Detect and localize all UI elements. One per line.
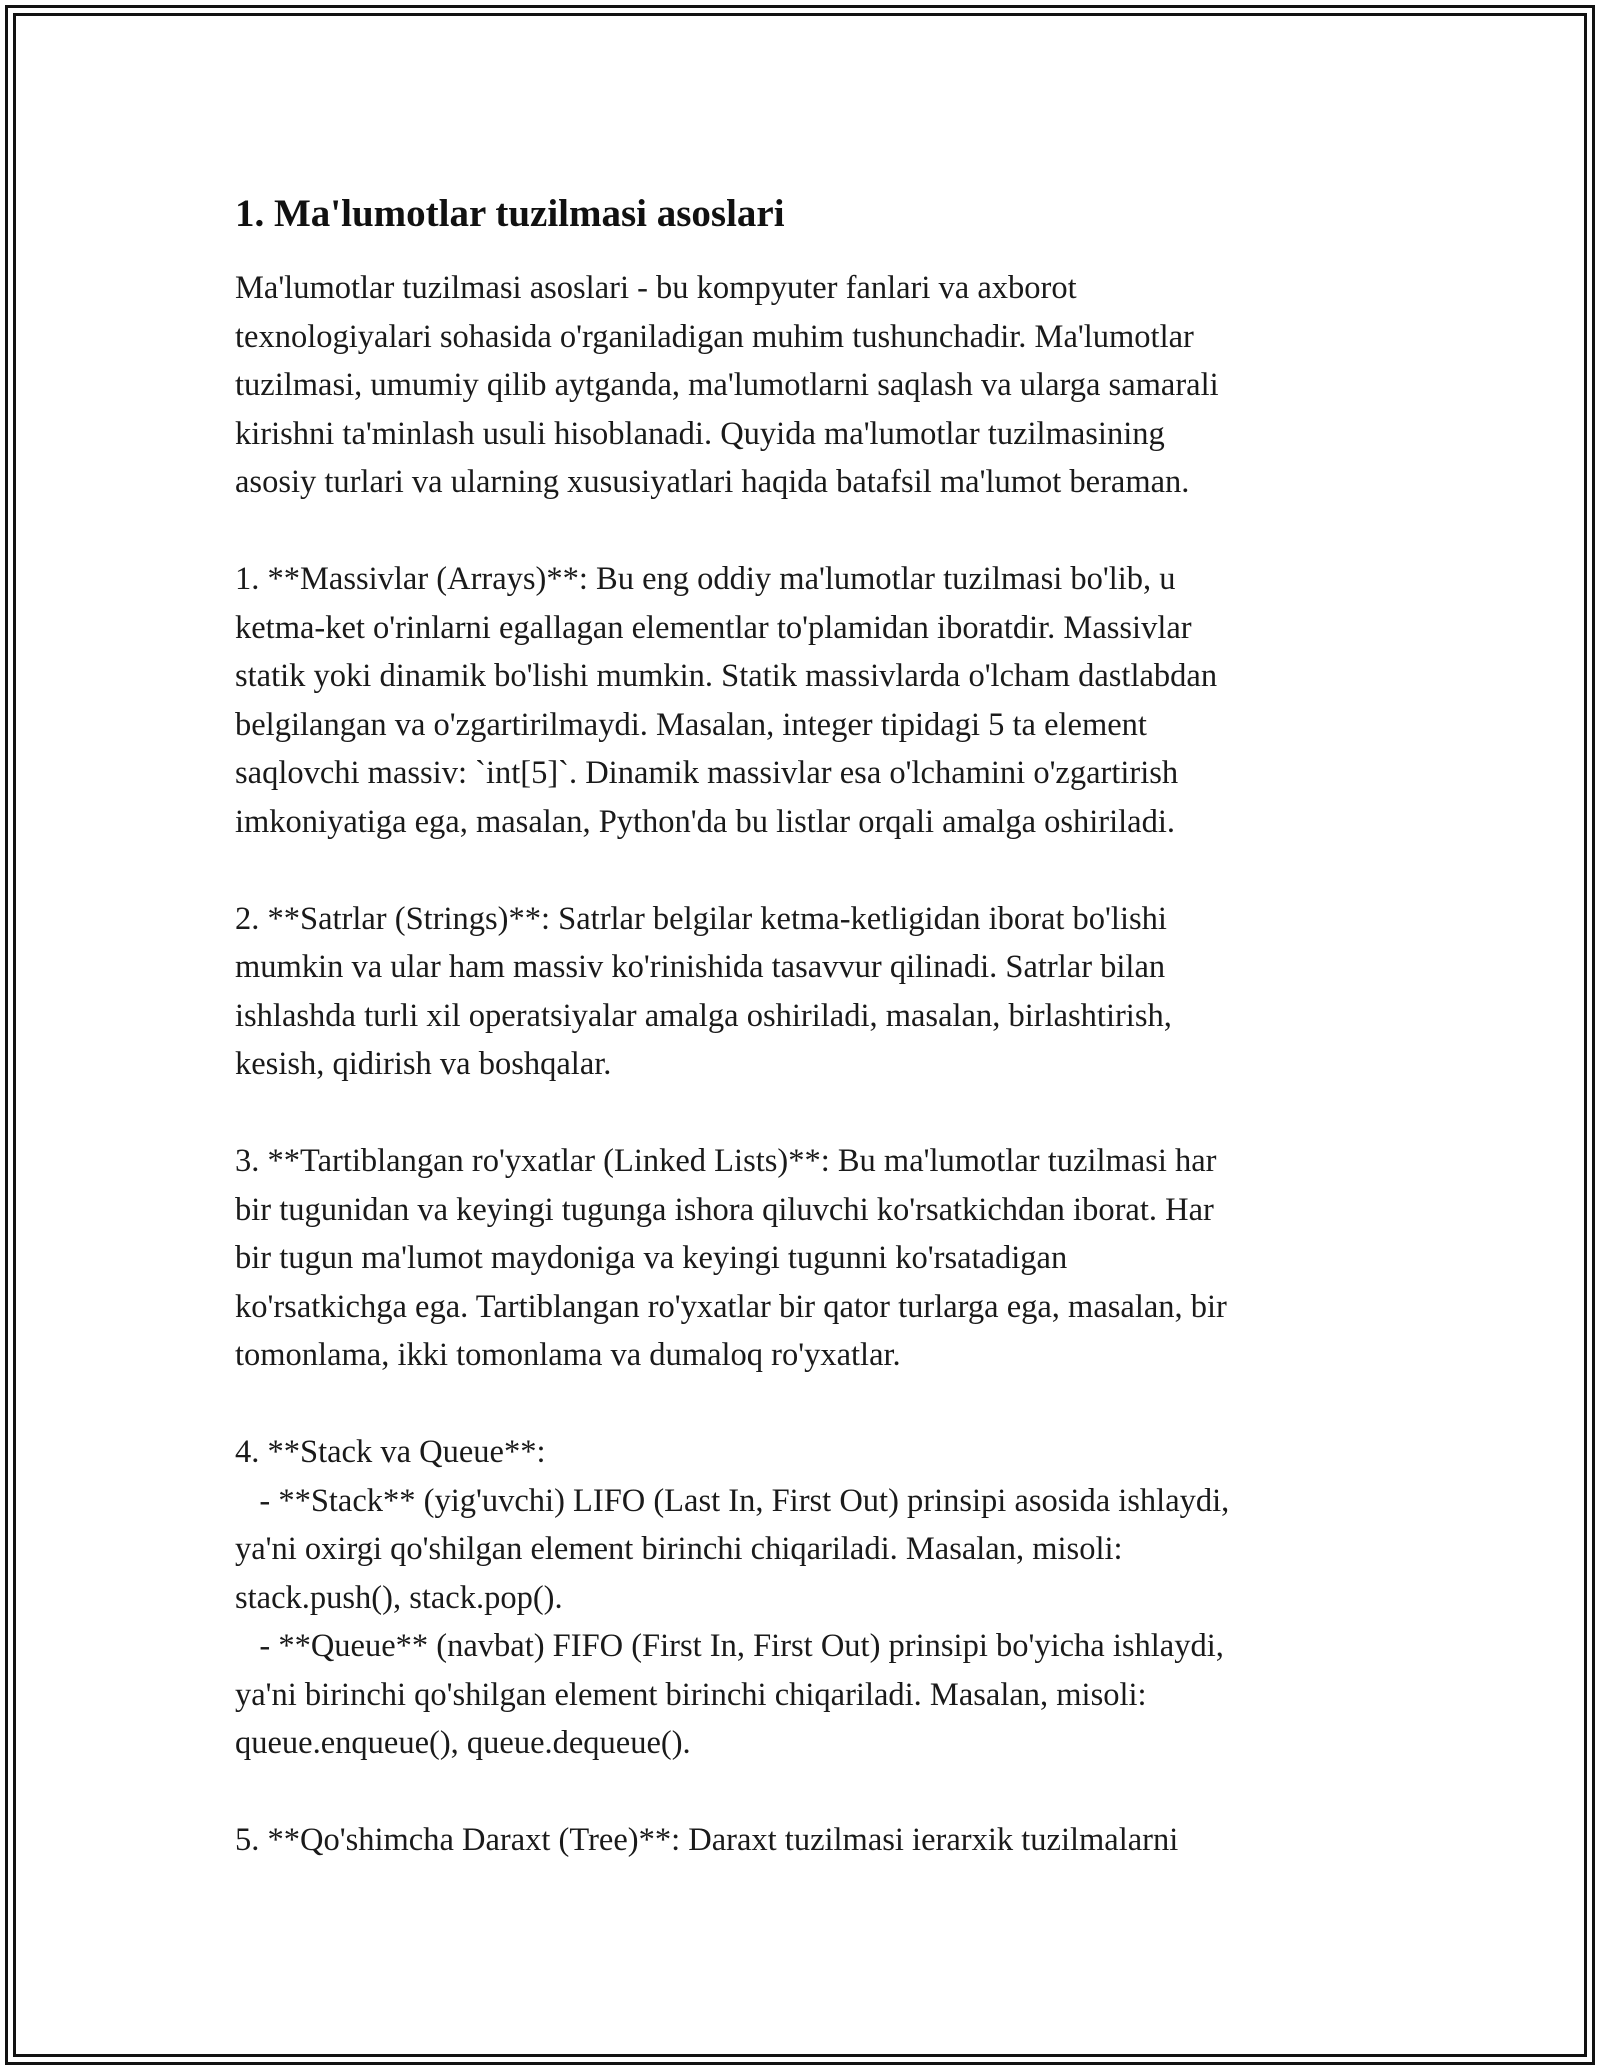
text-line: kirishni ta'minlash usuli hisoblanadi. Quyida ma'lumotlar tuzilmasining [235,415,1165,452]
text-line: stack.push(), stack.pop(). [235,1579,563,1616]
text-line: 3. **Tartiblangan ro'yxatlar (Linked Lists)**: Bu ma'lumotlar tuzilmasi har [235,1143,1217,1179]
text-line: - **Stack** (yig'uvchi) LIFO (Last In, First Out) prinsipi asosida ishlaydi, [235,1482,1230,1519]
text-line: ya'ni oxirgi qo'shilgan element birinchi chiqariladi. Masalan, misoli: [235,1531,1123,1567]
text-line: 1. **Massivlar (Arrays)**: Bu eng oddiy ma'lumotlar tuzilmasi bo'lib, u [235,561,1176,597]
paragraph [235,555,1375,846]
section-heading: 1. Ma'lumotlar tuzilmasi asoslari [235,192,785,235]
text-line: ko'rsatkichga ega. Tartiblangan ro'yxatlar bir qator turlarga ega, masalan, bir [235,1288,1227,1325]
document-body [235,188,1375,1913]
text-line: asosiy turlari va ularning xususiyatlari haqida batafsil ma'lumot beraman. [235,464,1190,500]
text-line: - **Queue** (navbat) FIFO (First In, First Out) prinsipi bo'yicha ishlaydi, [235,1628,1224,1664]
text-line: saqlovchi massiv: `int[5]`. Dinamik massivlar esa o'lchamini o'zgartirish [235,755,1179,791]
text-line: ketma-ket o'rinlarni egallagan elementlar to'plamidan iboratdir. Massivlar [235,609,1192,646]
text-line: texnologiyalari sohasida o'rganiladigan muhim tushunchadir. Ma'lumotlar [235,318,1194,355]
text-line: belgilangan va o'zgartirilmaydi. Masalan, integer tipidagi 5 ta element [235,706,1147,743]
paragraph-list [235,264,1375,1865]
text-line: tomonlama, ikki tomonlama va dumaloq ro'yxatlar. [235,1337,901,1373]
text-line: queue.enqueue(), queue.dequeue(). [235,1725,691,1761]
paragraph [235,1137,1375,1380]
text-line: tuzilmasi, umumiy qilib aytganda, ma'lumotlarni saqlash va ularga samarali [235,367,1219,403]
text-line: kesish, qidirish va boshqalar. [235,1046,612,1082]
text-line: bir tugunidan va keyingi tugunga ishora qiluvchi ko'rsatkichdan iborat. Har [235,1191,1214,1228]
text-line: 5. **Qo'shimcha Daraxt (Tree)**: Daraxt tuzilmasi ierarxik tuzilmalarni [235,1822,1179,1858]
text-line: 2. **Satrlar (Strings)**: Satrlar belgilar ketma-ketligidan iborat bo'lishi [235,900,1167,937]
paragraph [235,1428,1375,1768]
text-line: ishlashda turli xil operatsiyalar amalga oshiriladi, masalan, birlashtirish, [235,997,1172,1034]
paragraph [235,264,1375,507]
text-line: 4. **Stack va Queue**: [235,1434,546,1470]
text-line: mumkin va ular ham massiv ko'rinishida tasavvur qilinadi. Satrlar bilan [235,949,1166,985]
paragraph [235,1816,1375,1865]
text-line: Ma'lumotlar tuzilmasi asoslari - bu kompyuter fanlari va axborot [235,270,1077,306]
text-line: ya'ni birinchi qo'shilgan element birinchi chiqariladi. Masalan, misoli: [235,1676,1147,1713]
text-line: statik yoki dinamik bo'lishi mumkin. Statik massivlarda o'lcham dastlabdan [235,658,1218,694]
paragraph [235,895,1375,1089]
text-line: imkoniyatiga ega, masalan, Python'da bu listlar orqali amalga oshiriladi. [235,803,1176,840]
text-line: bir tugun ma'lumot maydoniga va keyingi tugunni ko'rsatadigan [235,1240,1068,1276]
